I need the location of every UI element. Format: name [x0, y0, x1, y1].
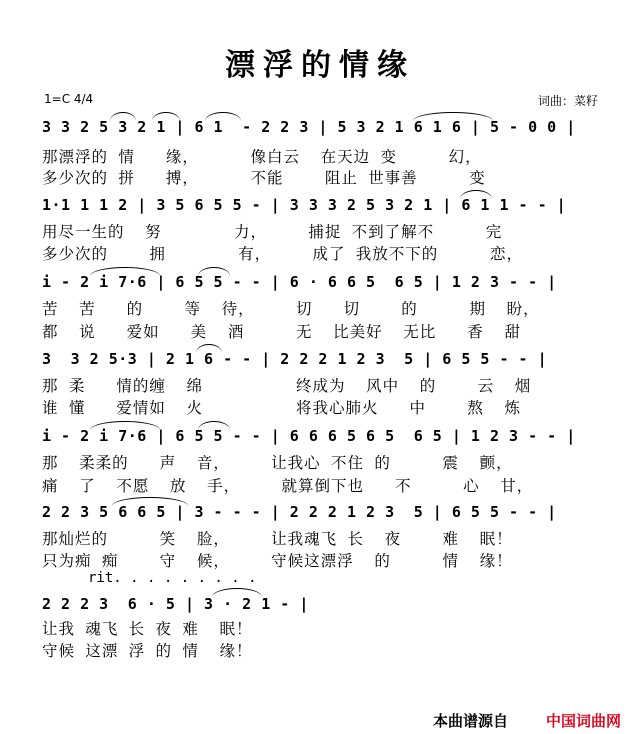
key-time-signature: 1=C 4/4	[44, 92, 94, 106]
notation-row-1: 3 3 2 5 3 2 1 | 6 1 - 2 2 3 | 5 3 2 1 6 1 6 | 5 - 0 0 |	[42, 118, 576, 136]
lyric-row-7-verse-2: 守候 这漂 浮 的 情 缘！	[42, 642, 253, 660]
notation-row-2: 1·1 1 1 2 | 3 5 6 5 5 - | 3 3 3 2 5 3 2 1 | 6 1 1 - - |	[42, 196, 567, 214]
song-title: 漂浮的情缘	[225, 48, 415, 83]
ritardando-mark: rit. . . . . . . . .	[88, 570, 257, 586]
lyric-row-5-verse-2: 痛 了 不愿 放 手， 就算倒下也 不 心 甘，	[42, 477, 534, 495]
slur-mark	[205, 112, 241, 121]
lyric-row-1-verse-1: 那漂浮的 情 缘， 像白云 在天边 变 幻，	[42, 148, 482, 166]
notation-row-7: 2 2 2 3 6 · 5 | 3 · 2 1 - |	[42, 595, 309, 613]
slur-mark	[198, 267, 230, 276]
source-site-link[interactable]: 中国词曲网	[546, 712, 622, 730]
notation-row-5: i - 2 i 7·6 | 6 5 5 - - | 6 6 6 5 6 5 6 5 | 1 2 3 - - |	[42, 427, 576, 445]
slur-mark	[90, 421, 160, 430]
source-label: 本曲谱源自	[433, 712, 509, 730]
slur-mark	[460, 190, 492, 199]
lyric-row-6-verse-2: 只为痴 痴 守 候， 守候这漂浮 的 情 缘！	[42, 552, 513, 570]
notation-row-6: 2 2 3 5 6 6 5 | 3 - - - | 2 2 2 1 2 3 5 | 6 5 5 - - |	[42, 503, 557, 521]
slur-mark	[112, 497, 188, 506]
lyric-row-2-verse-2: 多少次的 拥 有， 成了 我放不下的 恋，	[42, 245, 523, 263]
slur-mark	[196, 344, 222, 353]
slur-mark	[110, 112, 136, 121]
slur-mark	[413, 112, 493, 121]
author-credit: 词曲：菜籽	[538, 94, 599, 108]
lyric-row-4-verse-2: 谁 懂 爱情如 火 将我心肺火 中 熬 炼	[42, 399, 521, 417]
lyric-row-5-verse-1: 那 柔柔的 声 音， 让我心 不住 的 震 颤，	[42, 454, 513, 472]
lyric-row-3-verse-2: 都 说 爱如 美 酒 无 比美好 无比 香 甜	[42, 323, 521, 341]
slur-mark	[198, 421, 230, 430]
slur-mark	[212, 588, 262, 597]
lyric-row-4-verse-1: 那 柔 情的缠 绵 终成为 风中 的 云 烟	[42, 377, 532, 395]
lyric-row-6-verse-1: 那灿烂的 笑 脸， 让我魂飞 长 夜 难 眠！	[42, 530, 513, 548]
slur-mark	[152, 112, 180, 121]
slur-mark	[90, 267, 160, 276]
notation-row-4: 3 3 2 5·3 | 2 1 6 - - | 2 2 2 1 2 3 5 | 6 5 5 - - |	[42, 350, 548, 368]
lyric-row-7-verse-1: 让我 魂飞 长 夜 难 眠！	[42, 620, 253, 638]
lyric-row-1-verse-2: 多少次的 拼 搏， 不能 阻止 世事善 变	[42, 169, 486, 187]
lyric-row-2-verse-1: 用尽一生的 努 力， 捕捉 不到了解不 完	[42, 223, 503, 241]
notation-row-3: i - 2 i 7·6 | 6 5 5 - - | 6 · 6 6 5 6 5 | 1 2 3 - - |	[42, 273, 557, 291]
lyric-row-3-verse-1: 苦 苦 的 等 待， 切 切 的 期 盼，	[42, 300, 540, 318]
